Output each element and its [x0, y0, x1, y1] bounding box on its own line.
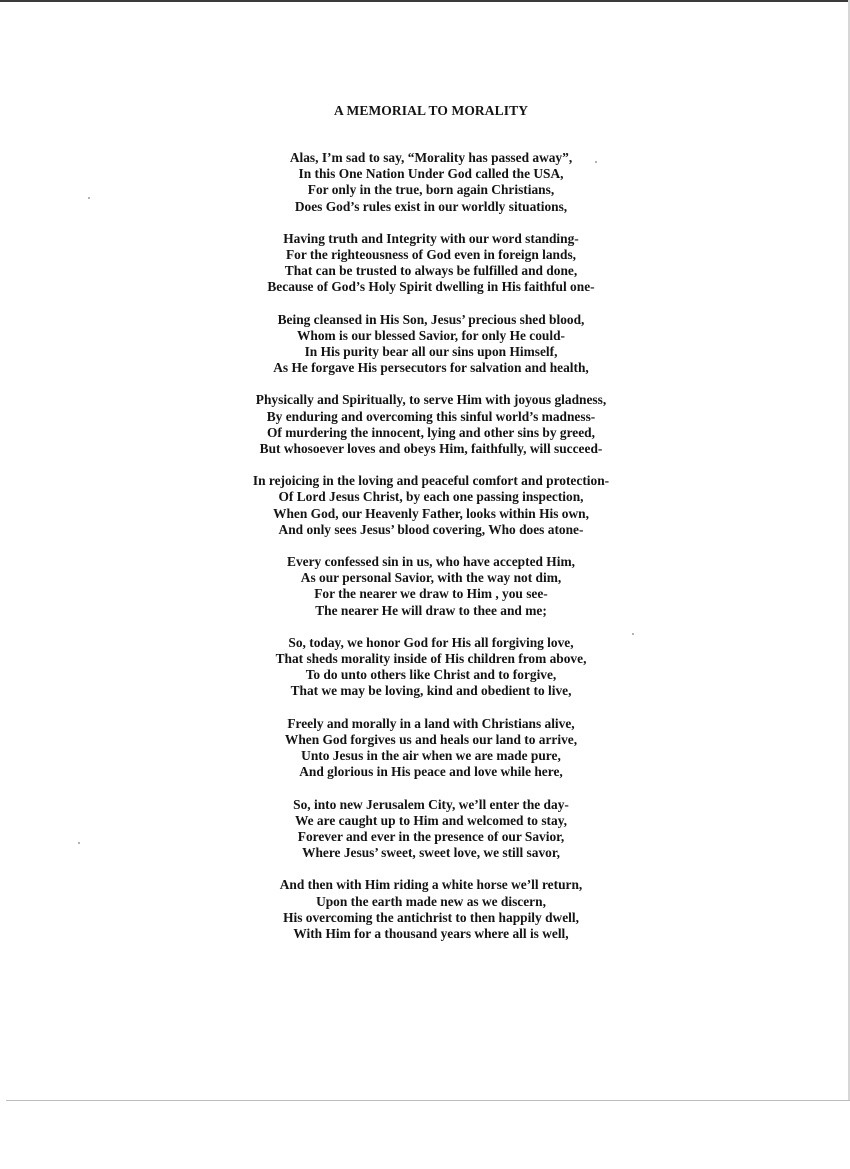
poem-stanza	[0, 473, 850, 538]
poem-stanza	[0, 150, 850, 215]
poem-line: Where Jesus’ sweet, sweet love, we still savor,	[302, 845, 560, 861]
poem-body	[0, 150, 850, 958]
poem-line: And glorious in His peace and love while here,	[299, 764, 563, 780]
poem-line: Whom is our blessed Savior, for only He could-	[297, 327, 565, 343]
poem-line: For the righteousness of God even in foreign lands,	[285, 247, 577, 263]
poem-line: In this One Nation Under God called the USA,	[298, 166, 564, 182]
poem-line: Does God’s rules exist in our worldly situations,	[294, 198, 568, 214]
poem-line: That we may be loving, kind and obedient to live,	[290, 683, 572, 699]
poem-line: Having truth and Integrity with our word standing-	[283, 230, 579, 246]
poem-line: To do unto others like Christ and to forgive,	[305, 667, 557, 683]
poem-stanza	[0, 716, 850, 781]
poem-line: Freely and morally in a land with Christians alive,	[287, 715, 575, 731]
poem-line: In rejoicing in the loving and peaceful comfort and protection-	[252, 473, 610, 489]
poem-stanza	[0, 877, 850, 942]
poem-stanza	[0, 797, 850, 862]
poem-line: Physically and Spiritually, to serve Him with joyous gladness,	[255, 392, 607, 408]
poem-stanza	[0, 312, 850, 377]
poem-line: Forever and ever in the presence of our Savior,	[297, 828, 565, 844]
poem-line: In His purity bear all our sins upon Himself,	[304, 344, 558, 360]
poem-line: Upon the earth made new as we discern,	[316, 893, 546, 909]
poem-line: For only in the true, born again Christians,	[307, 182, 555, 198]
poem-line: As He forgave His persecutors for salvation and health,	[273, 360, 589, 376]
scan-bottom-line	[6, 1100, 850, 1101]
poem-line: Of Lord Jesus Christ, by each one passing inspection,	[278, 489, 584, 505]
poem-line: For the nearer we draw to Him , you see-	[314, 586, 548, 602]
poem-line: His overcoming the antichrist to then happily dwell,	[283, 909, 579, 925]
poem-line: And only sees Jesus’ blood covering, Who does atone-	[278, 521, 584, 537]
poem-line: So, into new Jerusalem City, we’ll enter the day-	[293, 796, 569, 812]
poem-line: When God, our Heavenly Father, looks within His own,	[273, 505, 589, 521]
poem-line: And then with Him riding a white horse we’ll return,	[279, 877, 583, 893]
poem-line: Alas, I’m sad to say, “Morality has passed away”,	[289, 150, 573, 165]
poem-line: Of murdering the innocent, lying and other sins by greed,	[267, 424, 595, 440]
poem-title: A MEMORIAL TO MORALITY	[333, 103, 529, 118]
poem-stanza	[0, 554, 850, 619]
poem-line: When God forgives us and heals our land to arrive,	[284, 731, 578, 747]
poem-line: The nearer He will draw to thee and me;	[315, 602, 547, 618]
poem-line: Unto Jesus in the air when we are made pure,	[301, 748, 561, 764]
poem-line: But whosoever loves and obeys Him, faithfully, will succeed-	[259, 441, 603, 457]
poem-line: We are caught up to Him and welcomed to stay,	[294, 812, 568, 828]
poem-line: Because of God’s Holy Spirit dwelling in His faithful one-	[267, 279, 595, 295]
poem-line: That can be trusted to always be fulfilled and done,	[284, 263, 578, 279]
poem-line: With Him for a thousand years where all is well,	[293, 925, 569, 941]
poem-stanza	[0, 635, 850, 700]
poem-line: Being cleansed in His Son, Jesus’ precious shed blood,	[277, 311, 585, 327]
poem-line: That sheds morality inside of His children from above,	[275, 651, 587, 667]
poem-line: As our personal Savior, with the way not dim,	[300, 570, 562, 586]
scan-top-edge	[0, 0, 850, 2]
poem-line: By enduring and overcoming this sinful world’s madness-	[266, 408, 596, 424]
poem-line: So, today, we honor God for His all forgiving love,	[288, 634, 574, 650]
poem-stanza	[0, 392, 850, 457]
poem-line: Every confessed sin in us, who have accepted Him,	[287, 554, 575, 570]
poem-stanza	[0, 231, 850, 296]
